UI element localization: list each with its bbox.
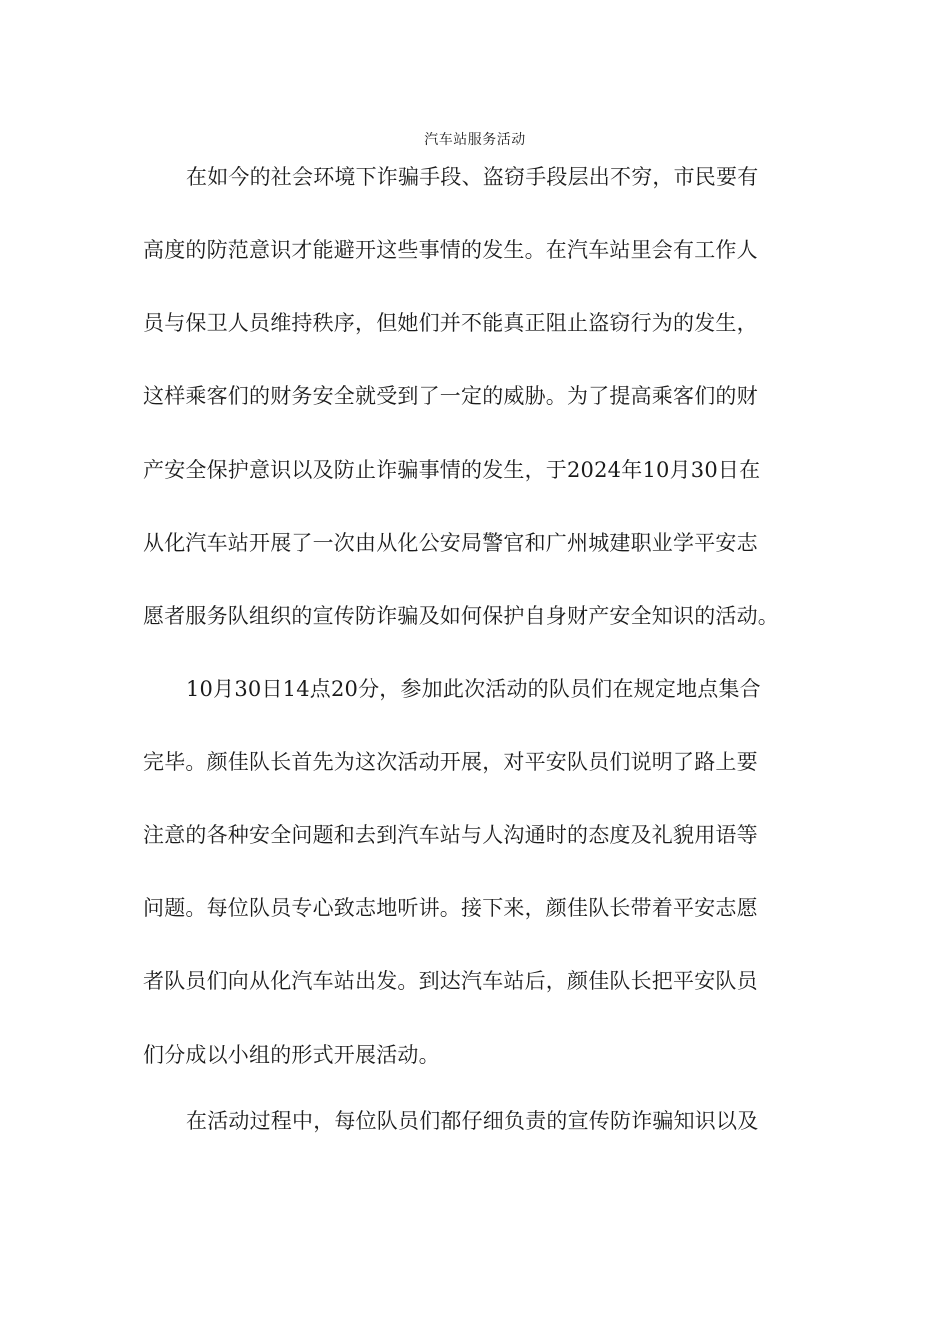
paragraph-2-line-2: 完毕。颜佳队长首先为这次活动开展，对平安队员们说明了路上要: [143, 750, 758, 774]
paragraph-1-line-7: 愿者服务队组织的宣传防诈骗及如何保护自身财产安全知识的活动。: [143, 604, 779, 628]
paragraph-1-line-5: 产安全保护意识以及防止诈骗事情的发生，于2024年10月30日在: [143, 458, 761, 482]
paragraph-3-line-1: 在活动过程中，每位队员们都仔细负责的宣传防诈骗知识以及: [186, 1109, 759, 1133]
paragraph-2-line-1: 10月30日14点20分，参加此次活动的队员们在规定地点集合: [186, 677, 761, 701]
paragraph-2-line-5: 者队员们向从化汽车站出发。到达汽车站后，颜佳队长把平安队员: [143, 969, 758, 993]
paragraph-2-line-6: 们分成以小组的形式开展活动。: [143, 1043, 440, 1067]
paragraph-1-line-3: 员与保卫人员维持秩序，但她们并不能真正阻止盗窃行为的发生，: [143, 311, 758, 335]
document-title: 汽车站服务活动: [424, 132, 526, 148]
paragraph-2-line-4: 问题。每位队员专心致志地听讲。接下来，颜佳队长带着平安志愿: [143, 896, 758, 920]
paragraph-1-line-2: 高度的防范意识才能避开这些事情的发生。在汽车站里会有工作人: [143, 238, 758, 262]
paragraph-1-line-1: 在如今的社会环境下诈骗手段、盗窃手段层出不穷，市民要有: [186, 165, 759, 189]
paragraph-2-line-3: 注意的各种安全问题和去到汽车站与人沟通时的态度及礼貌用语等: [143, 823, 758, 847]
paragraph-1-line-6: 从化汽车站开展了一次由从化公安局警官和广州城建职业学平安志: [143, 531, 758, 555]
paragraph-1-line-4: 这样乘客们的财务安全就受到了一定的威胁。为了提高乘客们的财: [143, 384, 758, 408]
